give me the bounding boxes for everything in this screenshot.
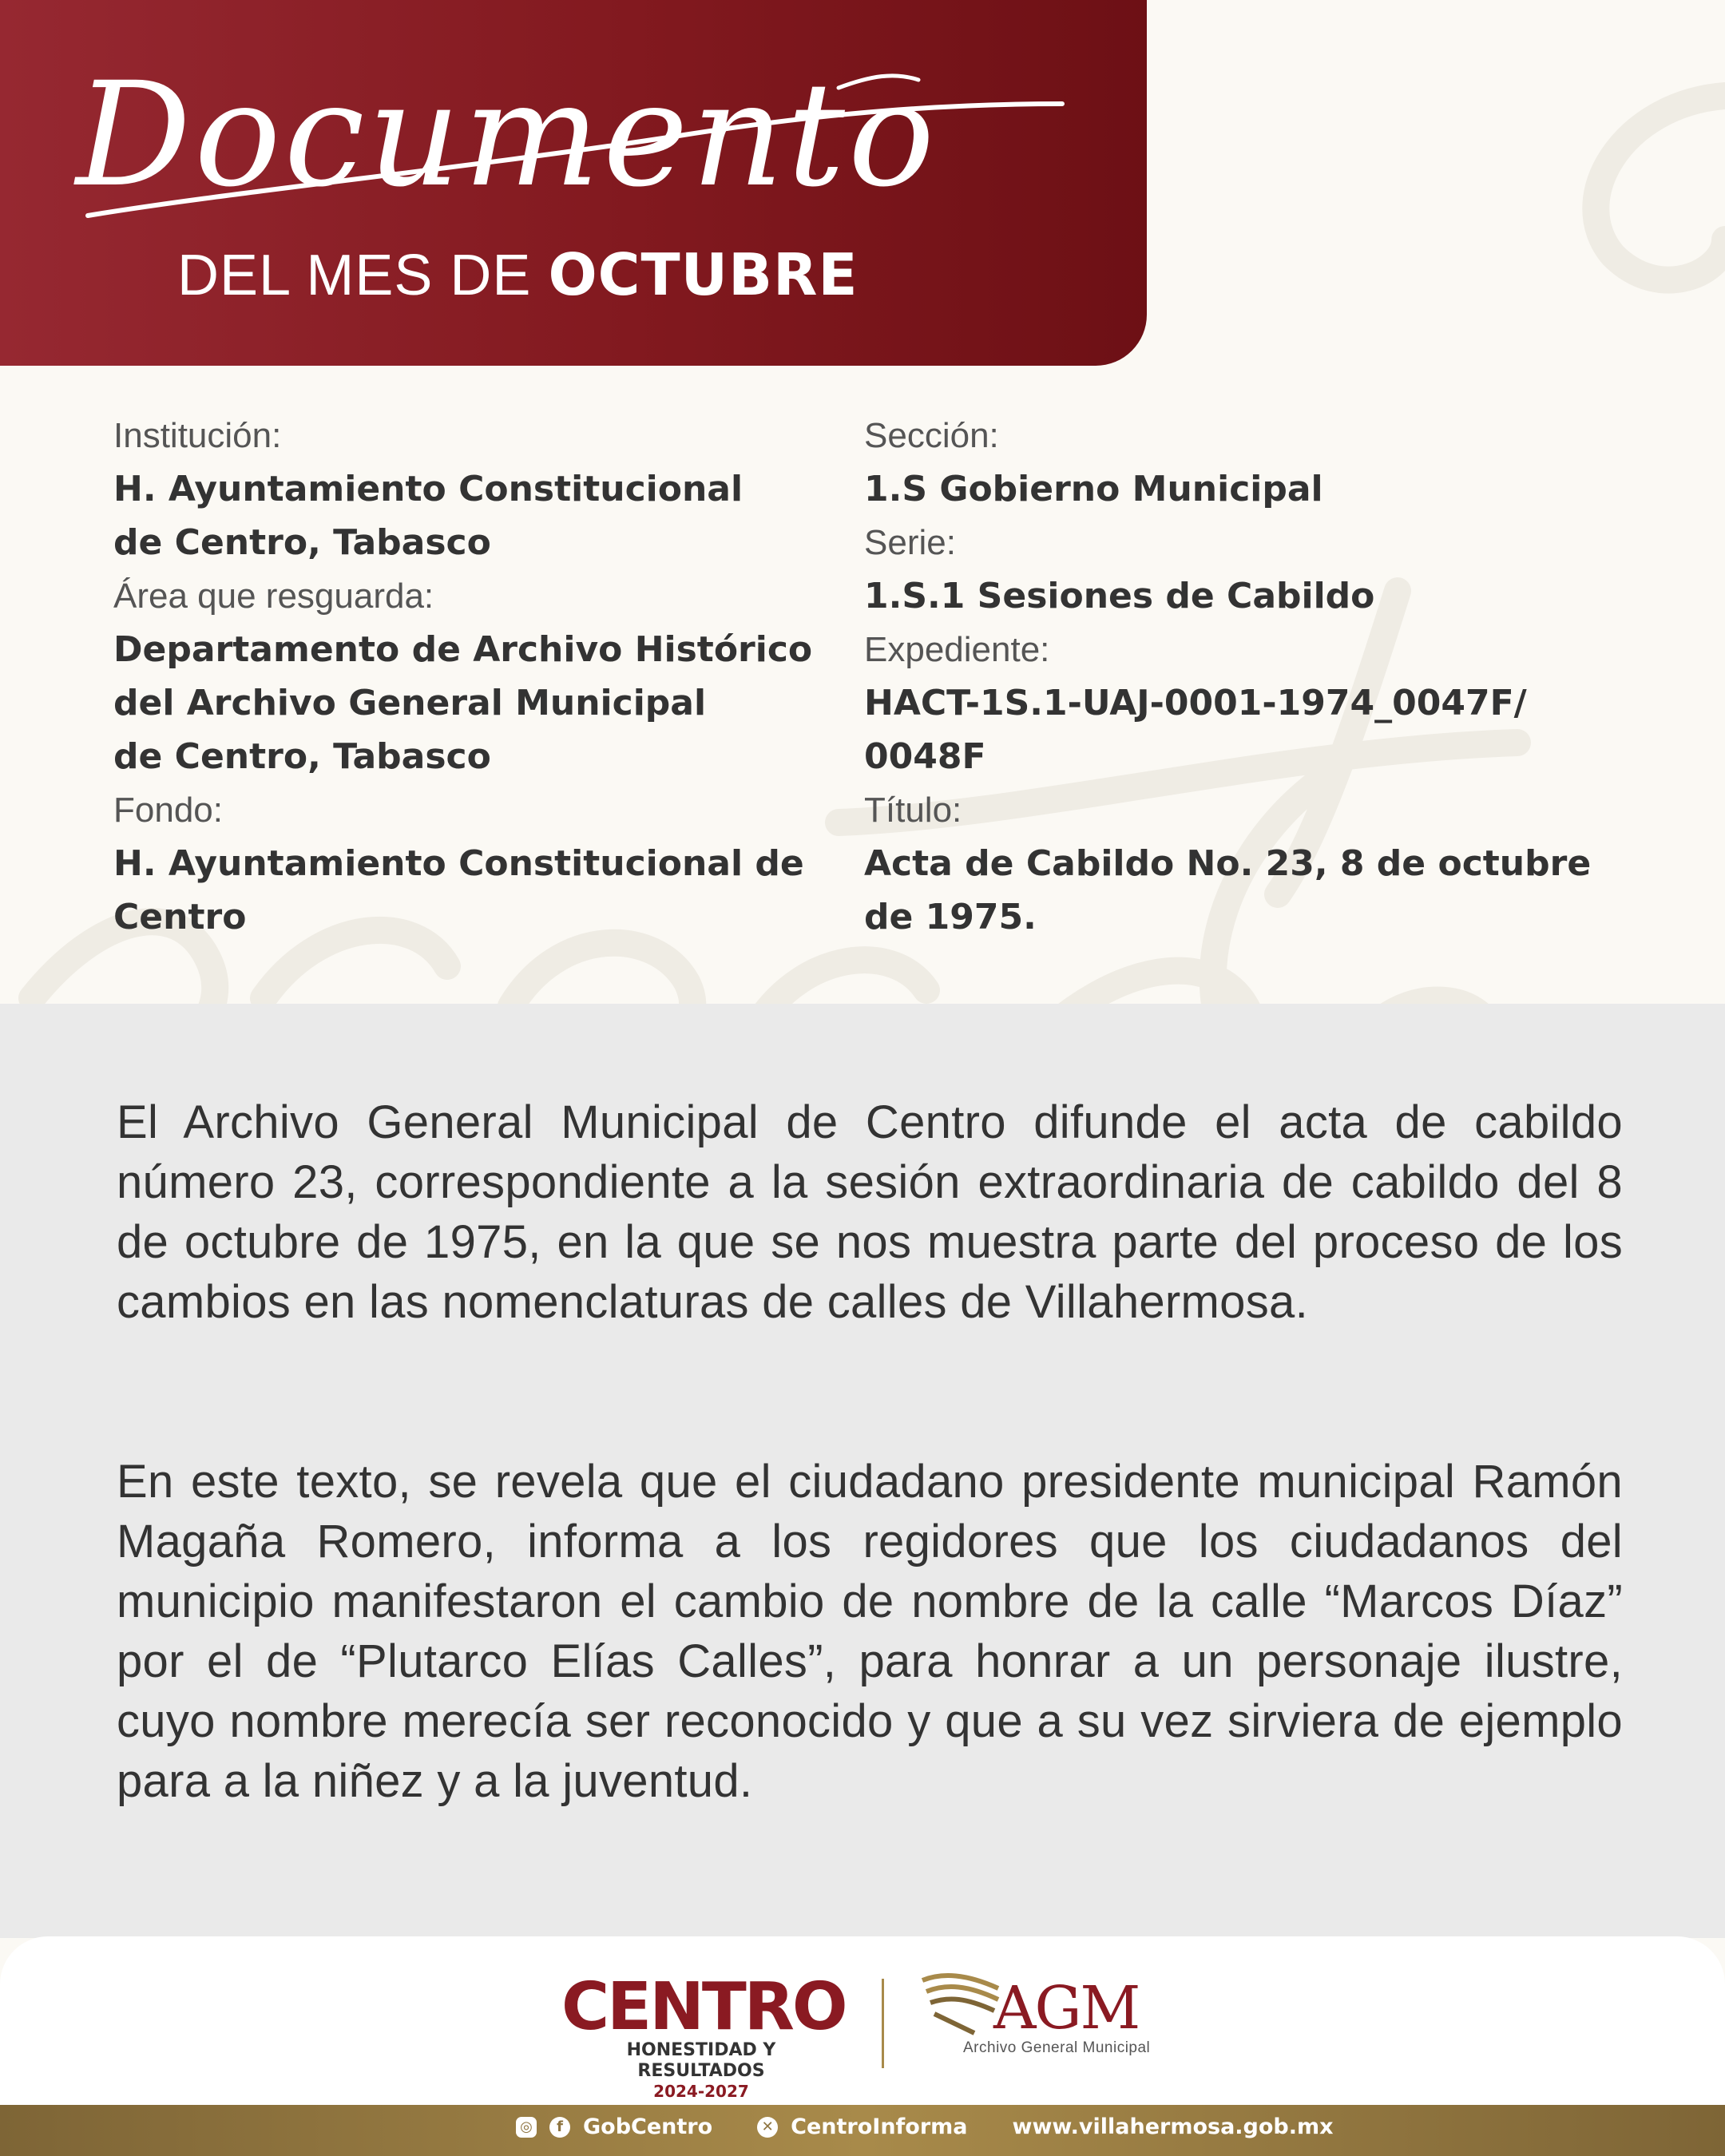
facebook-instagram-handle[interactable]: GobCentro	[583, 2114, 713, 2139]
logo-divider	[882, 1979, 884, 2068]
facebook-icon: f	[549, 2117, 570, 2138]
metadata-left-column	[113, 409, 832, 944]
expediente-value: HACT-1S.1-UAJ-0001-1974_0047F/ 0048F	[864, 683, 1527, 777]
description-paragraph-2: En este texto, se revela que el ciudadano presidente municipal Ramón Magaña Romero, informa a los regidores que los ciudadanos del municipio manifestaron el cambio de nombre de la calle “Marcos Díaz” por el de “Plutarco Elías Calles”, para honrar a un personaje ilustre, cuyo nombre merecía ser reconocido y que a su vez sirviera de ejemplo para a la niñez y a la juventud.	[117, 1456, 1623, 1807]
institucion-value: H. Ayuntamiento Constitucional de Centro, Tabasco	[113, 469, 744, 563]
script-title: Documento	[76, 52, 938, 219]
social-bar	[0, 2105, 1725, 2156]
seccion-value: 1.S Gobierno Municipal	[864, 469, 1323, 509]
centro-logo-name: CENTRO	[561, 1969, 846, 2045]
x-icon: ✕	[757, 2117, 778, 2138]
x-handle[interactable]: CentroInforma	[791, 2114, 968, 2139]
centro-logo	[561, 1969, 846, 2101]
metadata-right-column	[864, 409, 1663, 944]
expediente-label: Expediente:	[864, 630, 1050, 669]
titulo-label: Título:	[864, 791, 962, 830]
subtitle-month: OCTUBRE	[548, 241, 859, 308]
institucion-label: Institución:	[113, 416, 282, 455]
subtitle-prefix: DEL MES DE	[177, 244, 532, 307]
header-banner	[0, 0, 1147, 366]
social-links	[516, 2114, 1334, 2139]
titulo-value: Acta de Cabildo No. 23, 8 de octubre de 1975.	[864, 843, 1592, 937]
page-subtitle	[177, 241, 859, 308]
website-link[interactable]: www.villahermosa.gob.mx	[1012, 2114, 1334, 2139]
area-label: Área que resguarda:	[113, 577, 434, 616]
instagram-icon: ◎	[516, 2117, 537, 2138]
serie-label: Serie:	[864, 523, 956, 562]
seccion-label: Sección:	[864, 416, 999, 455]
footer	[0, 1936, 1725, 2108]
centro-logo-years: 2024-2027	[653, 2082, 749, 2101]
agm-logo	[918, 1956, 1174, 2060]
description-paragraph-1: El Archivo General Municipal de Centro difunde el acta de cabildo número 23, correspondiente a la sesión extraordinaria de cabildo del 8 de octubre de 1975, en la que se nos muestra parte del proceso de los cambios en las nomenclaturas de calles de Villahermosa.	[117, 1096, 1623, 1328]
serie-value: 1.S.1 Sesiones de Cabildo	[864, 576, 1375, 616]
agm-logo-letters: AGM	[993, 1974, 1140, 2043]
centro-logo-tagline: HONESTIDAD Y RESULTADOS	[626, 2040, 776, 2081]
area-value: Departamento de Archivo Histórico del Archivo General Municipal de Centro, Tabasco	[113, 629, 813, 777]
fondo-label: Fondo:	[113, 791, 223, 830]
agm-logo-subtitle: Archivo General Municipal	[963, 2039, 1151, 2056]
fondo-value: H. Ayuntamiento Constitucional de Centro	[113, 843, 804, 937]
